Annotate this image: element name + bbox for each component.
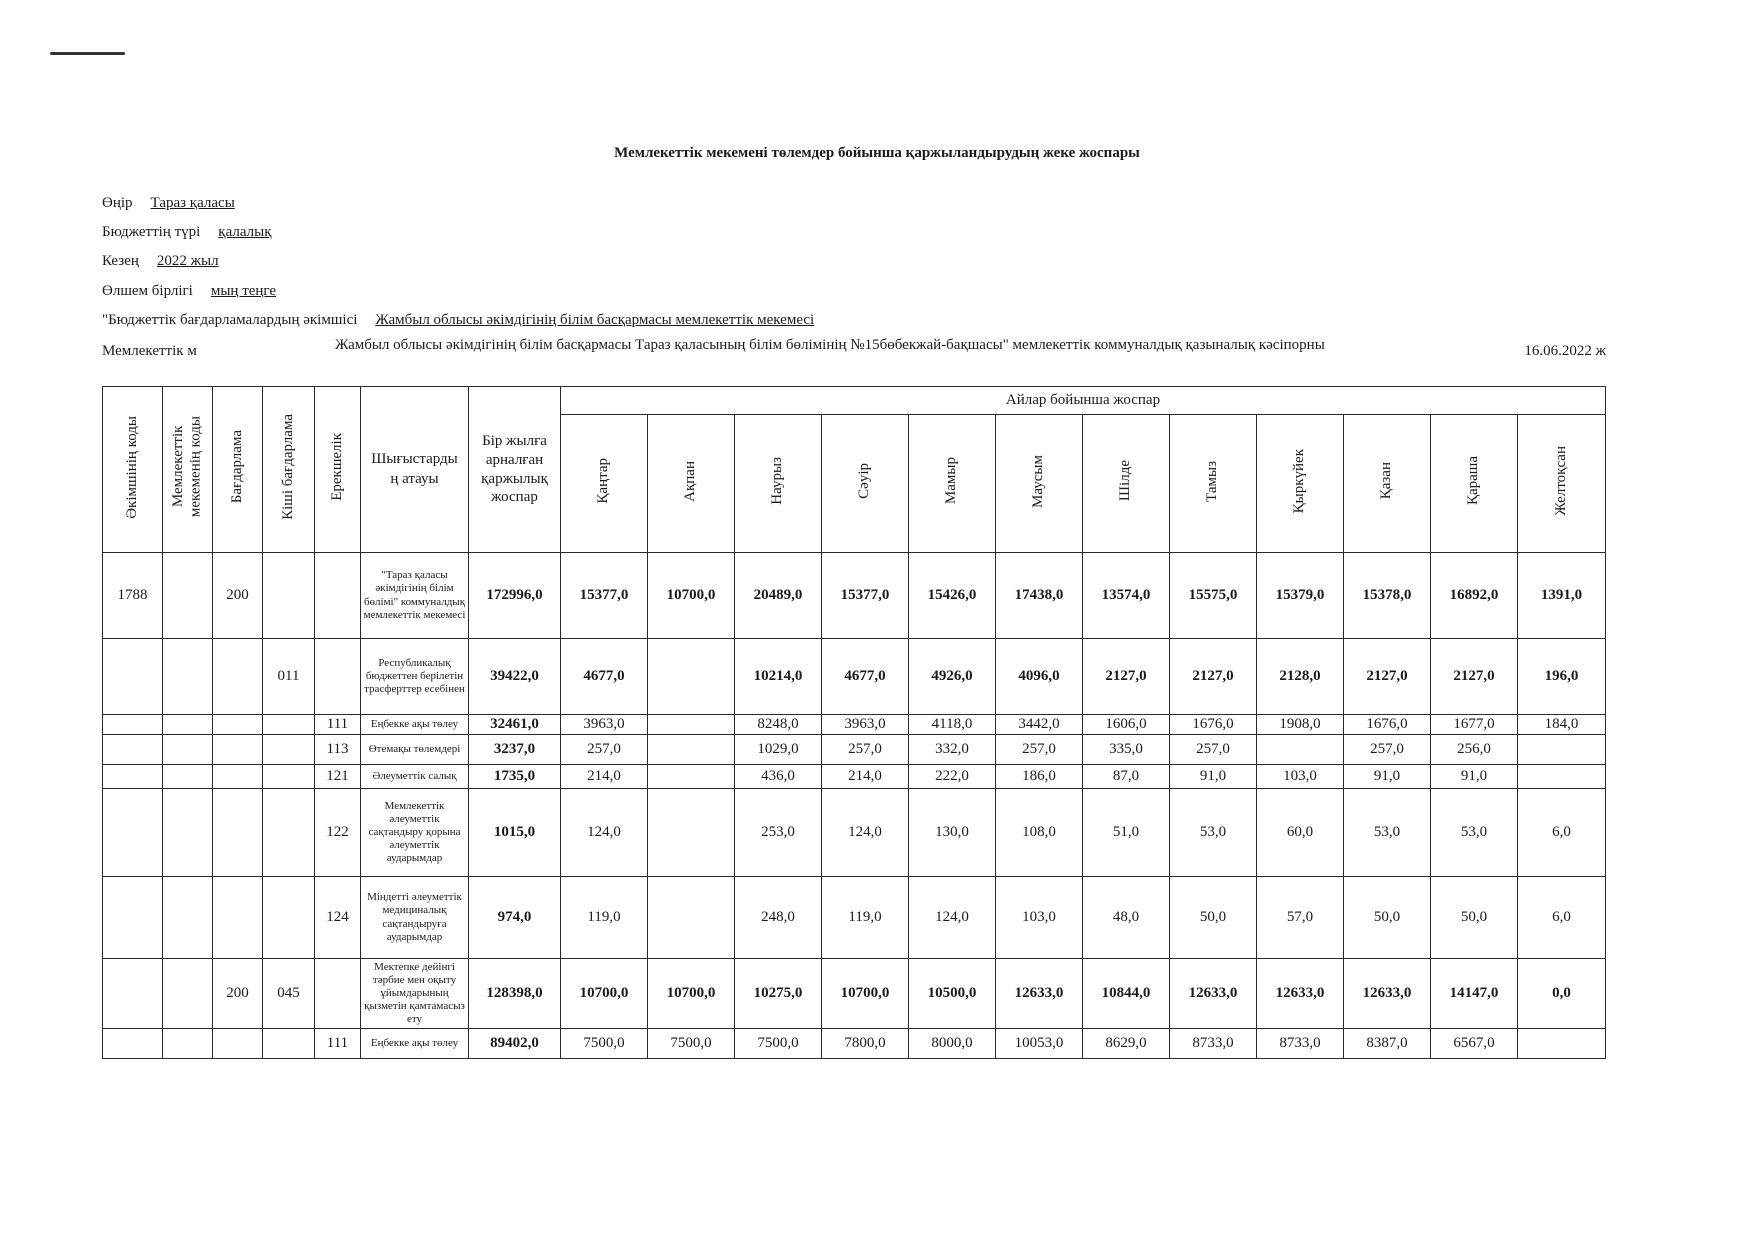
header-month-7: Шілде <box>1083 415 1170 553</box>
table-row <box>103 877 1606 959</box>
cell-annual-total: 32461,0 <box>469 715 561 735</box>
cell-expense-name: Мемлекеттік әлеуметтік сақтандыру қорына әлеуметтік аударымдар <box>361 789 469 877</box>
cell-specific: 121 <box>315 765 361 789</box>
cell-subprogram <box>263 789 315 877</box>
budget-type-label: Бюджеттің түрі <box>102 224 201 240</box>
cell-specific <box>315 639 361 715</box>
cell-month-value: 436,0 <box>735 765 822 789</box>
table-row <box>103 765 1606 789</box>
scan-artifact-mark <box>50 52 125 55</box>
cell-month-value: 8387,0 <box>1344 1029 1431 1059</box>
cell-subprogram <box>263 1029 315 1059</box>
document-title: Мемлекеттік мекемені төлемдер бойынша қаржыландырудың жеке жоспары <box>614 145 1140 161</box>
cell-program <box>213 877 263 959</box>
table-row <box>103 959 1606 1029</box>
cell-month-value <box>1518 735 1606 765</box>
cell-month-value: 51,0 <box>1083 789 1170 877</box>
cell-month-value: 248,0 <box>735 877 822 959</box>
cell-month-value: 17438,0 <box>996 553 1083 639</box>
cell-institution-code <box>163 959 213 1029</box>
cell-expense-name: Әлеуметтік салық <box>361 765 469 789</box>
region-line <box>102 195 235 212</box>
cell-month-value: 8733,0 <box>1257 1029 1344 1059</box>
cell-institution-code <box>163 789 213 877</box>
header-month-2: Ақпан <box>648 415 735 553</box>
header-month-3: Наурыз <box>735 415 822 553</box>
cell-institution-code <box>163 1029 213 1059</box>
cell-subprogram <box>263 735 315 765</box>
cell-month-value: 335,0 <box>1083 735 1170 765</box>
cell-month-value: 1677,0 <box>1431 715 1518 735</box>
cell-month-value: 15377,0 <box>822 553 909 639</box>
cell-month-value: 91,0 <box>1170 765 1257 789</box>
cell-month-value: 53,0 <box>1344 789 1431 877</box>
cell-month-value: 130,0 <box>909 789 996 877</box>
cell-program <box>213 789 263 877</box>
table-row <box>103 1029 1606 1059</box>
cell-month-value: 4118,0 <box>909 715 996 735</box>
cell-month-value: 10700,0 <box>822 959 909 1029</box>
cell-program: 200 <box>213 553 263 639</box>
header-subprogram: Кіші бағдарлама <box>263 387 315 553</box>
cell-specific <box>315 959 361 1029</box>
cell-admin-code: 1788 <box>103 553 163 639</box>
cell-month-value: 124,0 <box>822 789 909 877</box>
cell-month-value: 6,0 <box>1518 877 1606 959</box>
cell-institution-code <box>163 553 213 639</box>
cell-program <box>213 639 263 715</box>
cell-month-value <box>648 735 735 765</box>
cell-month-value: 10500,0 <box>909 959 996 1029</box>
cell-expense-name: Еңбекке ақы төлеу <box>361 715 469 735</box>
cell-month-value: 20489,0 <box>735 553 822 639</box>
cell-month-value: 103,0 <box>996 877 1083 959</box>
cell-month-value: 222,0 <box>909 765 996 789</box>
cell-month-value: 1606,0 <box>1083 715 1170 735</box>
plan-table-body <box>103 553 1606 1059</box>
cell-month-value: 7500,0 <box>648 1029 735 1059</box>
header-month-9: Қыркүйек <box>1257 415 1344 553</box>
cell-month-value: 6,0 <box>1518 789 1606 877</box>
cell-month-value: 12633,0 <box>1257 959 1344 1029</box>
cell-specific: 124 <box>315 877 361 959</box>
financing-plan-table <box>102 386 1606 1059</box>
cell-expense-name: Міндетті әлеуметтік медициналық сақтандыруға аударымдар <box>361 877 469 959</box>
header-month-5: Мамыр <box>909 415 996 553</box>
cell-month-value: 257,0 <box>822 735 909 765</box>
cell-expense-name: Мектепке дейінгі тәрбие мен оқыту ұйымдарының қызметін қамтамасыз ету <box>361 959 469 1029</box>
period-line <box>102 253 219 270</box>
cell-month-value: 184,0 <box>1518 715 1606 735</box>
cell-month-value: 1908,0 <box>1257 715 1344 735</box>
cell-month-value: 50,0 <box>1431 877 1518 959</box>
cell-admin-code <box>103 877 163 959</box>
cell-month-value: 57,0 <box>1257 877 1344 959</box>
cell-month-value: 12633,0 <box>1170 959 1257 1029</box>
header-month-11: Қараша <box>1431 415 1518 553</box>
cell-admin-code <box>103 1029 163 1059</box>
cell-month-value: 2127,0 <box>1083 639 1170 715</box>
cell-specific: 111 <box>315 1029 361 1059</box>
cell-month-value: 8629,0 <box>1083 1029 1170 1059</box>
cell-month-value: 53,0 <box>1431 789 1518 877</box>
cell-month-value: 2127,0 <box>1431 639 1518 715</box>
budget-type-line <box>102 224 272 241</box>
unit-label: Өлшем бірлігі <box>102 283 193 299</box>
cell-program: 200 <box>213 959 263 1029</box>
cell-specific: 122 <box>315 789 361 877</box>
cell-month-value: 3963,0 <box>822 715 909 735</box>
header-institution-code: Мемлекеттік мекеменің коды <box>163 387 213 553</box>
cell-institution-code <box>163 765 213 789</box>
table-row <box>103 735 1606 765</box>
cell-month-value <box>648 715 735 735</box>
cell-month-value: 16892,0 <box>1431 553 1518 639</box>
cell-month-value: 186,0 <box>996 765 1083 789</box>
cell-month-value: 3442,0 <box>996 715 1083 735</box>
cell-month-value: 1391,0 <box>1518 553 1606 639</box>
cell-admin-code <box>103 959 163 1029</box>
cell-month-value: 7800,0 <box>822 1029 909 1059</box>
table-row <box>103 715 1606 735</box>
cell-admin-code <box>103 715 163 735</box>
cell-annual-total: 89402,0 <box>469 1029 561 1059</box>
cell-annual-total: 39422,0 <box>469 639 561 715</box>
cell-month-value: 196,0 <box>1518 639 1606 715</box>
cell-month-value: 50,0 <box>1170 877 1257 959</box>
cell-month-value <box>1518 765 1606 789</box>
cell-month-value: 15378,0 <box>1344 553 1431 639</box>
cell-month-value: 1676,0 <box>1344 715 1431 735</box>
period-label: Кезең <box>102 253 139 269</box>
cell-expense-name: Республикалық бюджеттен берілетін трасферттер есебінен <box>361 639 469 715</box>
cell-annual-total: 128398,0 <box>469 959 561 1029</box>
region-label: Өңір <box>102 195 133 211</box>
cell-month-value: 10275,0 <box>735 959 822 1029</box>
header-month-1: Қаңтар <box>561 415 648 553</box>
cell-month-value: 214,0 <box>822 765 909 789</box>
cell-month-value: 257,0 <box>1170 735 1257 765</box>
cell-program <box>213 765 263 789</box>
cell-expense-name: "Тараз қаласы әкімдігінің білім бөлімі" коммуналдық мемлекеттік мекемесі <box>361 553 469 639</box>
cell-month-value: 50,0 <box>1344 877 1431 959</box>
admin-value: Жамбыл облысы әкімдігінің білім басқармасы мемлекеттік мекемесі <box>375 312 815 328</box>
cell-admin-code <box>103 735 163 765</box>
cell-month-value: 257,0 <box>561 735 648 765</box>
cell-month-value: 8733,0 <box>1170 1029 1257 1059</box>
header-admin-code: Әкімшінің коды <box>103 387 163 553</box>
unit-value: мың теңге <box>210 283 277 299</box>
table-row <box>103 553 1606 639</box>
cell-month-value: 1676,0 <box>1170 715 1257 735</box>
cell-admin-code <box>103 765 163 789</box>
cell-month-value: 257,0 <box>1344 735 1431 765</box>
header-annual-plan: Бір жылға арналған қаржылық жоспар <box>469 387 561 553</box>
cell-month-value: 10214,0 <box>735 639 822 715</box>
cell-month-value: 91,0 <box>1431 765 1518 789</box>
header-month-8: Тамыз <box>1170 415 1257 553</box>
cell-month-value: 253,0 <box>735 789 822 877</box>
cell-month-value: 10053,0 <box>996 1029 1083 1059</box>
cell-month-value: 10700,0 <box>648 553 735 639</box>
cell-subprogram <box>263 715 315 735</box>
header-program: Бағдарлама <box>213 387 263 553</box>
cell-specific: 113 <box>315 735 361 765</box>
cell-month-value: 15377,0 <box>561 553 648 639</box>
cell-annual-total: 172996,0 <box>469 553 561 639</box>
cell-specific: 111 <box>315 715 361 735</box>
cell-month-value: 4926,0 <box>909 639 996 715</box>
header-month-6: Маусым <box>996 415 1083 553</box>
institution-value: Жамбыл облысы әкімдігінің білім басқармасы Тараз қаласының білім бөлімінің №15бөбекжай-бақшасы" мемлекеттік коммуналдық қазыналық кәсіпорны <box>335 337 1325 353</box>
admin-label: "Бюджеттік бағдарламалардың әкімшісі <box>102 312 358 328</box>
cell-annual-total: 1015,0 <box>469 789 561 877</box>
cell-subprogram <box>263 553 315 639</box>
cell-month-value: 15575,0 <box>1170 553 1257 639</box>
cell-month-value: 124,0 <box>909 877 996 959</box>
cell-month-value: 87,0 <box>1083 765 1170 789</box>
cell-month-value: 3963,0 <box>561 715 648 735</box>
cell-month-value: 91,0 <box>1344 765 1431 789</box>
header-month-10: Қазан <box>1344 415 1431 553</box>
cell-month-value: 6567,0 <box>1431 1029 1518 1059</box>
cell-month-value: 60,0 <box>1257 789 1344 877</box>
cell-month-value: 4096,0 <box>996 639 1083 715</box>
cell-expense-name: Өтемақы төлемдері <box>361 735 469 765</box>
cell-month-value: 14147,0 <box>1431 959 1518 1029</box>
cell-month-value: 15426,0 <box>909 553 996 639</box>
cell-month-value: 7500,0 <box>561 1029 648 1059</box>
cell-admin-code <box>103 639 163 715</box>
cell-institution-code <box>163 715 213 735</box>
header-expense-name: Шығыстарды ң атауы <box>361 387 469 553</box>
cell-subprogram <box>263 765 315 789</box>
cell-month-value: 7500,0 <box>735 1029 822 1059</box>
table-row <box>103 639 1606 715</box>
cell-subprogram: 045 <box>263 959 315 1029</box>
cell-institution-code <box>163 735 213 765</box>
cell-month-value: 4677,0 <box>561 639 648 715</box>
cell-month-value: 8000,0 <box>909 1029 996 1059</box>
header-month-4: Сәуір <box>822 415 909 553</box>
cell-month-value <box>1518 1029 1606 1059</box>
cell-institution-code <box>163 877 213 959</box>
institution-label: Мемлекеттік м <box>102 343 197 359</box>
cell-expense-name: Еңбекке ақы төлеу <box>361 1029 469 1059</box>
cell-month-value: 103,0 <box>1257 765 1344 789</box>
cell-month-value: 108,0 <box>996 789 1083 877</box>
cell-institution-code <box>163 639 213 715</box>
cell-annual-total: 974,0 <box>469 877 561 959</box>
cell-month-value: 2128,0 <box>1257 639 1344 715</box>
budget-type-value: қалалық <box>218 224 272 240</box>
cell-month-value: 10844,0 <box>1083 959 1170 1029</box>
cell-month-value: 12633,0 <box>1344 959 1431 1029</box>
header-specific: Ерекшелік <box>315 387 361 553</box>
cell-month-value: 1029,0 <box>735 735 822 765</box>
cell-month-value: 119,0 <box>561 877 648 959</box>
cell-program <box>213 715 263 735</box>
cell-month-value: 119,0 <box>822 877 909 959</box>
cell-subprogram: 011 <box>263 639 315 715</box>
cell-month-value: 4677,0 <box>822 639 909 715</box>
cell-month-value: 2127,0 <box>1344 639 1431 715</box>
cell-program <box>213 1029 263 1059</box>
cell-month-value: 214,0 <box>561 765 648 789</box>
header-monthly-plan: Айлар бойынша жоспар <box>561 387 1606 415</box>
admin-line <box>102 312 814 329</box>
document-date: 16.06.2022 ж <box>1524 343 1606 359</box>
cell-month-value: 8248,0 <box>735 715 822 735</box>
cell-month-value: 48,0 <box>1083 877 1170 959</box>
cell-subprogram <box>263 877 315 959</box>
cell-month-value: 124,0 <box>561 789 648 877</box>
cell-annual-total: 3237,0 <box>469 735 561 765</box>
cell-month-value <box>648 877 735 959</box>
cell-month-value <box>648 765 735 789</box>
cell-specific <box>315 553 361 639</box>
institution-line <box>102 337 1325 360</box>
cell-month-value: 257,0 <box>996 735 1083 765</box>
unit-line <box>102 283 276 300</box>
cell-month-value: 13574,0 <box>1083 553 1170 639</box>
cell-month-value <box>1257 735 1344 765</box>
cell-month-value: 15379,0 <box>1257 553 1344 639</box>
cell-month-value: 10700,0 <box>648 959 735 1029</box>
cell-month-value: 12633,0 <box>996 959 1083 1029</box>
cell-month-value: 0,0 <box>1518 959 1606 1029</box>
region-value: Тараз қаласы <box>150 195 235 211</box>
period-value: 2022 жыл <box>156 253 219 269</box>
cell-month-value: 10700,0 <box>561 959 648 1029</box>
cell-month-value <box>648 789 735 877</box>
cell-annual-total: 1735,0 <box>469 765 561 789</box>
header-month-12: Желтоқсан <box>1518 415 1606 553</box>
cell-admin-code <box>103 789 163 877</box>
cell-month-value: 332,0 <box>909 735 996 765</box>
table-row <box>103 789 1606 877</box>
cell-month-value: 53,0 <box>1170 789 1257 877</box>
cell-month-value: 2127,0 <box>1170 639 1257 715</box>
cell-program <box>213 735 263 765</box>
cell-month-value: 256,0 <box>1431 735 1518 765</box>
cell-month-value <box>648 639 735 715</box>
